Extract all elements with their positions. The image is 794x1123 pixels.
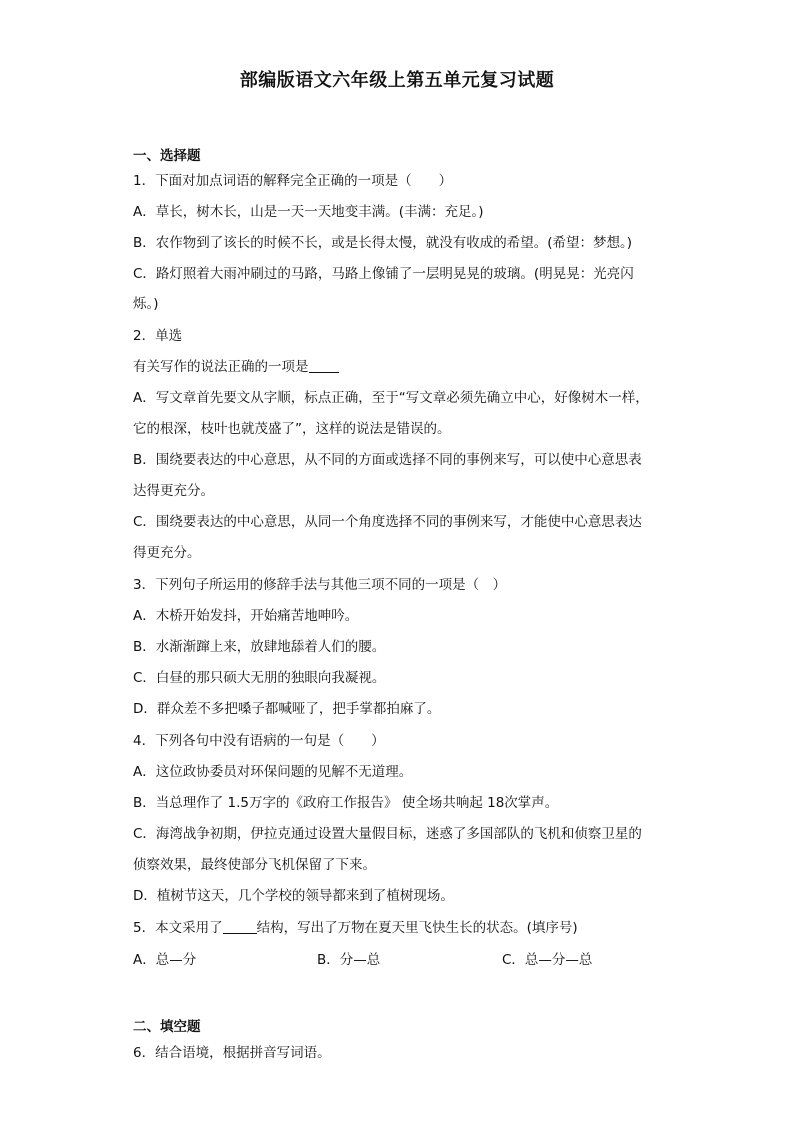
question-1-stem: 1．下面对加点词语的解释完全正确的一项是（ ） xyxy=(133,173,453,189)
question-1-option-a: A．草长，树木长，山是一天一天地变丰满。(丰满：充足。) xyxy=(133,204,484,220)
question-1-option-c-line1: C．路灯照着大雨冲刷过的马路，马路上像铺了一层明晃晃的玻璃。(明晃晃：光亮闪 xyxy=(133,266,634,282)
question-2-number: 2．单选 xyxy=(133,328,183,344)
answer-blank xyxy=(309,358,339,373)
question-6-stem: 6．结合语境，根据拼音写词语。 xyxy=(133,1045,331,1061)
question-4-option-b: B．当总理作了 1.5万字的《政府工作报告》 使全场共响起 18次掌声。 xyxy=(133,795,559,811)
question-2-option-c-line1: C．围绕要表达的中心意思，从同一个角度选择不同的事例来写，才能使中心意思表达 xyxy=(133,514,642,530)
question-5-stem-post: 结构，写出了万物在夏天里飞快生长的状态。(填序号) xyxy=(256,920,578,936)
question-2-option-c-line2: 得更充分。 xyxy=(133,545,201,561)
question-2-stem xyxy=(133,357,663,377)
answer-blank xyxy=(223,919,257,934)
question-3-option-c: C．白昼的那只硕大无朋的独眼向我凝视。 xyxy=(133,670,386,686)
question-4-option-c-line1: C．海湾战争初期，伊拉克通过设置大量假目标，迷惑了多国部队的飞机和侦察卫星的 xyxy=(133,826,642,842)
question-5-stem-pre: 5．本文采用了 xyxy=(133,920,223,936)
section-heading-choice: 一、选择题 xyxy=(133,148,201,164)
question-3-option-b: B．水渐渐蹿上来，放肆地舔着人们的腰。 xyxy=(133,639,386,655)
question-1-option-b: B．农作物到了该长的时候不长，或是长得太慢，就没有收成的希望。(希望：梦想。) xyxy=(133,235,633,251)
question-5-option-c: C．总—分—总 xyxy=(502,952,593,968)
question-3-stem: 3．下列句子所运用的修辞手法与其他三项不同的一项是（ ） xyxy=(133,577,507,593)
question-5-option-a: A．总—分 xyxy=(133,952,197,968)
page-title: 部编版语文六年级上第五单元复习试题 xyxy=(239,70,555,91)
question-2-option-b-line1: B．围绕要表达的中心意思，从不同的方面或选择不同的事例来写，可以使中心意思表 xyxy=(133,452,642,468)
question-1-option-c-line2: 烁。) xyxy=(133,296,159,312)
question-2-option-a-line1: A．写文章首先要文从字顺，标点正确，至于“写文章必须先确立中心，好像树木一样， xyxy=(133,390,649,406)
question-2-option-a-line2: 它的根深，枝叶也就茂盛了”，这样的说法是错误的。 xyxy=(133,421,451,437)
question-4-option-a: A．这位政协委员对环保问题的见解不无道理。 xyxy=(133,764,413,780)
section-heading-fill-blank: 二、填空题 xyxy=(133,1019,201,1035)
question-4-option-c-line2: 侦察效果，最终使部分飞机保留了下来。 xyxy=(133,857,376,873)
question-2-option-b-line2: 达得更充分。 xyxy=(133,483,214,499)
question-3-option-a: A．木桥开始发抖，开始痛苦地呻吟。 xyxy=(133,608,359,624)
question-5-stem xyxy=(133,918,663,938)
question-3-option-d: D．群众差不多把嗓子都喊哑了，把手掌都拍麻了。 xyxy=(133,701,441,717)
question-2-stem-text: 有关写作的说法正确的一项是 xyxy=(133,359,309,375)
question-5-option-b: B．分—总 xyxy=(317,952,381,968)
question-4-stem: 4．下列各句中没有语病的一句是（ ） xyxy=(133,733,385,749)
question-4-option-d: D．植树节这天，几个学校的领导都来到了植树现场。 xyxy=(133,888,454,904)
